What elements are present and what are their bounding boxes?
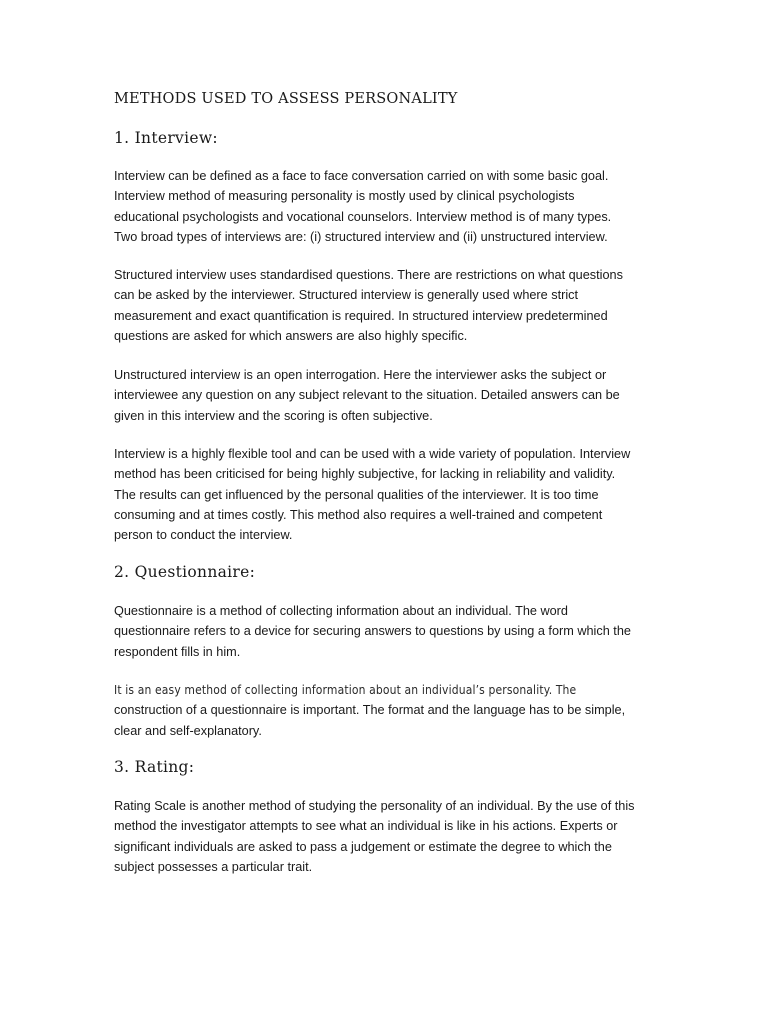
text-line: given in this interview and the scoring is often subjective. — [114, 408, 433, 423]
text-line: It is an easy method of collecting information about an individual’s personality. The — [114, 683, 577, 697]
text-line: Interview can be defined as a face to face conversation carried on with some basic goal. — [114, 169, 609, 183]
text-line: Unstructured interview is an open interrogation. Here the interviewer asks the subject or — [114, 368, 607, 382]
text-line: measurement and exact quantification is required. In structured interview predetermined — [114, 308, 608, 323]
interview-paragraph-structured — [114, 265, 674, 346]
text-line: construction of a questionnaire is important. The format and the language has to be simple, — [114, 703, 626, 718]
text-line: Two broad types of interviews are: (i) structured interview and (ii) unstructured interview. — [114, 229, 608, 244]
text-line: educational psychologists and vocational counselors. Interview method is of many types. — [114, 209, 612, 224]
interview-paragraph-definition — [114, 166, 674, 247]
text-line: significant individuals are asked to pass a judgement or estimate the degree to which the — [114, 839, 612, 854]
document-title: METHODS USED TO ASSESS PERSONALITY — [114, 91, 458, 107]
section-heading-questionnaire: 2. Questionnaire: — [114, 563, 256, 581]
text-line: interviewee any question on any subject relevant to the situation. Detailed answers can be — [114, 388, 620, 403]
text-line: method has been criticised for being highly subjective, for lacking in reliability and validity. — [114, 467, 616, 482]
text-line: Structured interview uses standardised questions. There are restrictions on what questions — [114, 268, 623, 282]
text-line: The results can get influenced by the personal qualities of the interviewer. It is too time — [114, 487, 599, 502]
section-heading-rating: 3. Rating: — [114, 758, 195, 776]
text-line: Questionnaire is a method of collecting information about an individual. The word — [114, 604, 568, 618]
interview-paragraph-evaluation — [114, 444, 674, 545]
text-line: can be asked by the interviewer. Structured interview is generally used where strict — [114, 288, 579, 303]
questionnaire-paragraph-construction — [114, 680, 674, 741]
text-line: clear and self-explanatory. — [114, 723, 262, 738]
section-heading-interview: 1. Interview: — [114, 129, 218, 147]
questionnaire-paragraph-definition — [114, 601, 674, 662]
interview-paragraph-unstructured — [114, 365, 674, 426]
text-line: Rating Scale is another method of studying the personality of an individual. By the use of this — [114, 799, 635, 813]
text-line: Interview is a highly flexible tool and can be used with a wide variety of population. Interview — [114, 447, 631, 461]
text-line: subject possesses a particular trait. — [114, 859, 313, 874]
text-line: respondent fills in him. — [114, 644, 241, 659]
text-line: questions are asked for which answers are also highly specific. — [114, 328, 468, 343]
text-line: person to conduct the interview. — [114, 528, 293, 543]
text-line: consuming and at times costly. This method also requires a well-trained and competent — [114, 507, 603, 522]
rating-paragraph-definition — [114, 796, 674, 877]
text-line: Interview method of measuring personality is mostly used by clinical psychologists — [114, 189, 575, 204]
text-line: questionnaire refers to a device for securing answers to questions by using a form which the — [114, 624, 631, 639]
text-line: method the investigator attempts to see what an individual is like in his actions. Experts or — [114, 819, 618, 834]
